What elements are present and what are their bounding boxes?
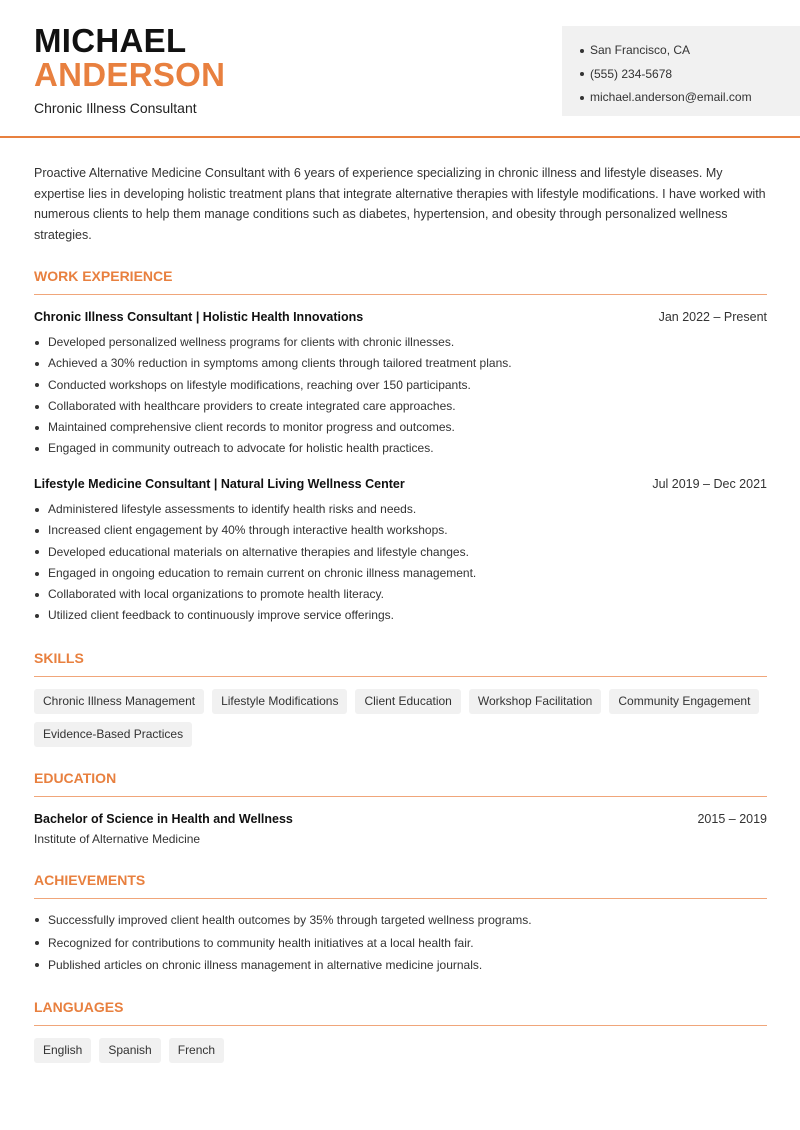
skill-chip: Chronic Illness Management	[34, 689, 204, 714]
contact-box	[562, 26, 800, 116]
contact-email: michael.anderson@email.com	[580, 86, 800, 110]
list-item: Successfully improved client health outcomes by 35% through targeted wellness programs.	[34, 909, 767, 932]
summary-paragraph: Proactive Alternative Medicine Consultant with 6 years of experience specializing in chronic illness and lifestyle diseases. My expertise lies in developing holistic treatment plans that integrate alternative therapies with lifestyle modifications. I have worked with numerous clients to help them manage conditions such as diabetes, hypertension, and obesity through personalized wellness strategies.	[34, 166, 766, 243]
section-title-skills: SKILLS	[34, 650, 84, 666]
job-header	[34, 477, 767, 491]
bullet-icon	[35, 918, 39, 922]
section-divider	[34, 898, 767, 899]
bullet-icon	[35, 447, 39, 451]
section-title-achievements: ACHIEVEMENTS	[34, 872, 146, 888]
job-title: Chronic Illness Consultant	[34, 100, 197, 116]
contact-location: San Francisco, CA	[580, 39, 800, 63]
bullet-icon	[35, 529, 39, 533]
bullet-icon	[580, 49, 584, 53]
first-name: MICHAEL	[34, 22, 187, 59]
skill-chip: Workshop Facilitation	[469, 689, 602, 714]
list-item: Achieved a 30% reduction in symptoms among clients through tailored treatment plans.	[34, 353, 767, 374]
job-dates: Jan 2022 – Present	[658, 310, 767, 324]
job-bullets	[34, 499, 767, 627]
resume-header	[0, 0, 800, 138]
bullet-icon	[35, 341, 39, 345]
school-name: Institute of Alternative Medicine	[34, 832, 201, 846]
list-item: Developed personalized wellness programs for clients with chronic illnesses.	[34, 332, 767, 353]
bullet-icon	[35, 383, 39, 387]
section-divider	[34, 1025, 767, 1026]
degree: Bachelor of Science in Health and Wellness	[34, 812, 293, 826]
skill-chip: Lifestyle Modifications	[212, 689, 347, 714]
bullet-icon	[35, 405, 39, 409]
list-item: Collaborated with local organizations to promote health literacy.	[34, 584, 767, 605]
section-divider	[34, 796, 767, 797]
bullet-icon	[35, 426, 39, 430]
bullet-icon	[35, 614, 39, 618]
list-item: Engaged in community outreach to advocate for holistic health practices.	[34, 438, 767, 459]
skill-chip: Evidence-Based Practices	[34, 722, 192, 747]
bullet-icon	[580, 96, 584, 100]
job-dates: Jul 2019 – Dec 2021	[652, 477, 767, 491]
language-chip: English	[34, 1038, 91, 1063]
bullet-icon	[580, 72, 584, 76]
bullet-icon	[35, 593, 39, 597]
skill-chip: Client Education	[355, 689, 460, 714]
bullet-icon	[35, 572, 39, 576]
section-title-education: EDUCATION	[34, 770, 117, 786]
job-bullets	[34, 332, 767, 460]
list-item: Published articles on chronic illness management in alternative medicine journals.	[34, 954, 767, 977]
bullet-icon	[35, 362, 39, 366]
languages-list	[34, 1038, 767, 1063]
list-item: Collaborated with healthcare providers to create integrated care approaches.	[34, 396, 767, 417]
language-chip: French	[169, 1038, 224, 1063]
job-header	[34, 310, 767, 324]
bullet-icon	[35, 941, 39, 945]
list-item: Recognized for contributions to community health initiatives at a local health fair.	[34, 932, 767, 955]
job-role: Lifestyle Medicine Consultant | Natural Living Wellness Center	[34, 477, 405, 491]
last-name: ANDERSON	[34, 56, 226, 93]
skill-chip: Community Engagement	[609, 689, 759, 714]
education-dates: 2015 – 2019	[697, 812, 767, 826]
bullet-icon	[35, 550, 39, 554]
list-item: Engaged in ongoing education to remain current on chronic illness management.	[34, 563, 767, 584]
section-title-languages: LANGUAGES	[34, 999, 124, 1015]
list-item: Increased client engagement by 40% through interactive health workshops.	[34, 520, 767, 541]
language-chip: Spanish	[99, 1038, 160, 1063]
contact-phone: (555) 234-5678	[580, 63, 800, 87]
education-header	[34, 812, 767, 826]
list-item: Conducted workshops on lifestyle modifications, reaching over 150 participants.	[34, 375, 767, 396]
achievements-list	[34, 909, 767, 977]
bullet-icon	[35, 963, 39, 967]
bullet-icon	[35, 508, 39, 512]
job-role: Chronic Illness Consultant | Holistic Health Innovations	[34, 310, 364, 324]
list-item: Administered lifestyle assessments to identify health risks and needs.	[34, 499, 767, 520]
section-divider	[34, 676, 767, 677]
skills-list	[34, 689, 767, 747]
section-divider	[34, 294, 767, 295]
list-item: Maintained comprehensive client records to monitor progress and outcomes.	[34, 417, 767, 438]
list-item: Utilized client feedback to continuously improve service offerings.	[34, 605, 767, 626]
section-title-work: WORK EXPERIENCE	[34, 268, 173, 284]
list-item: Developed educational materials on alternative therapies and lifestyle changes.	[34, 542, 767, 563]
